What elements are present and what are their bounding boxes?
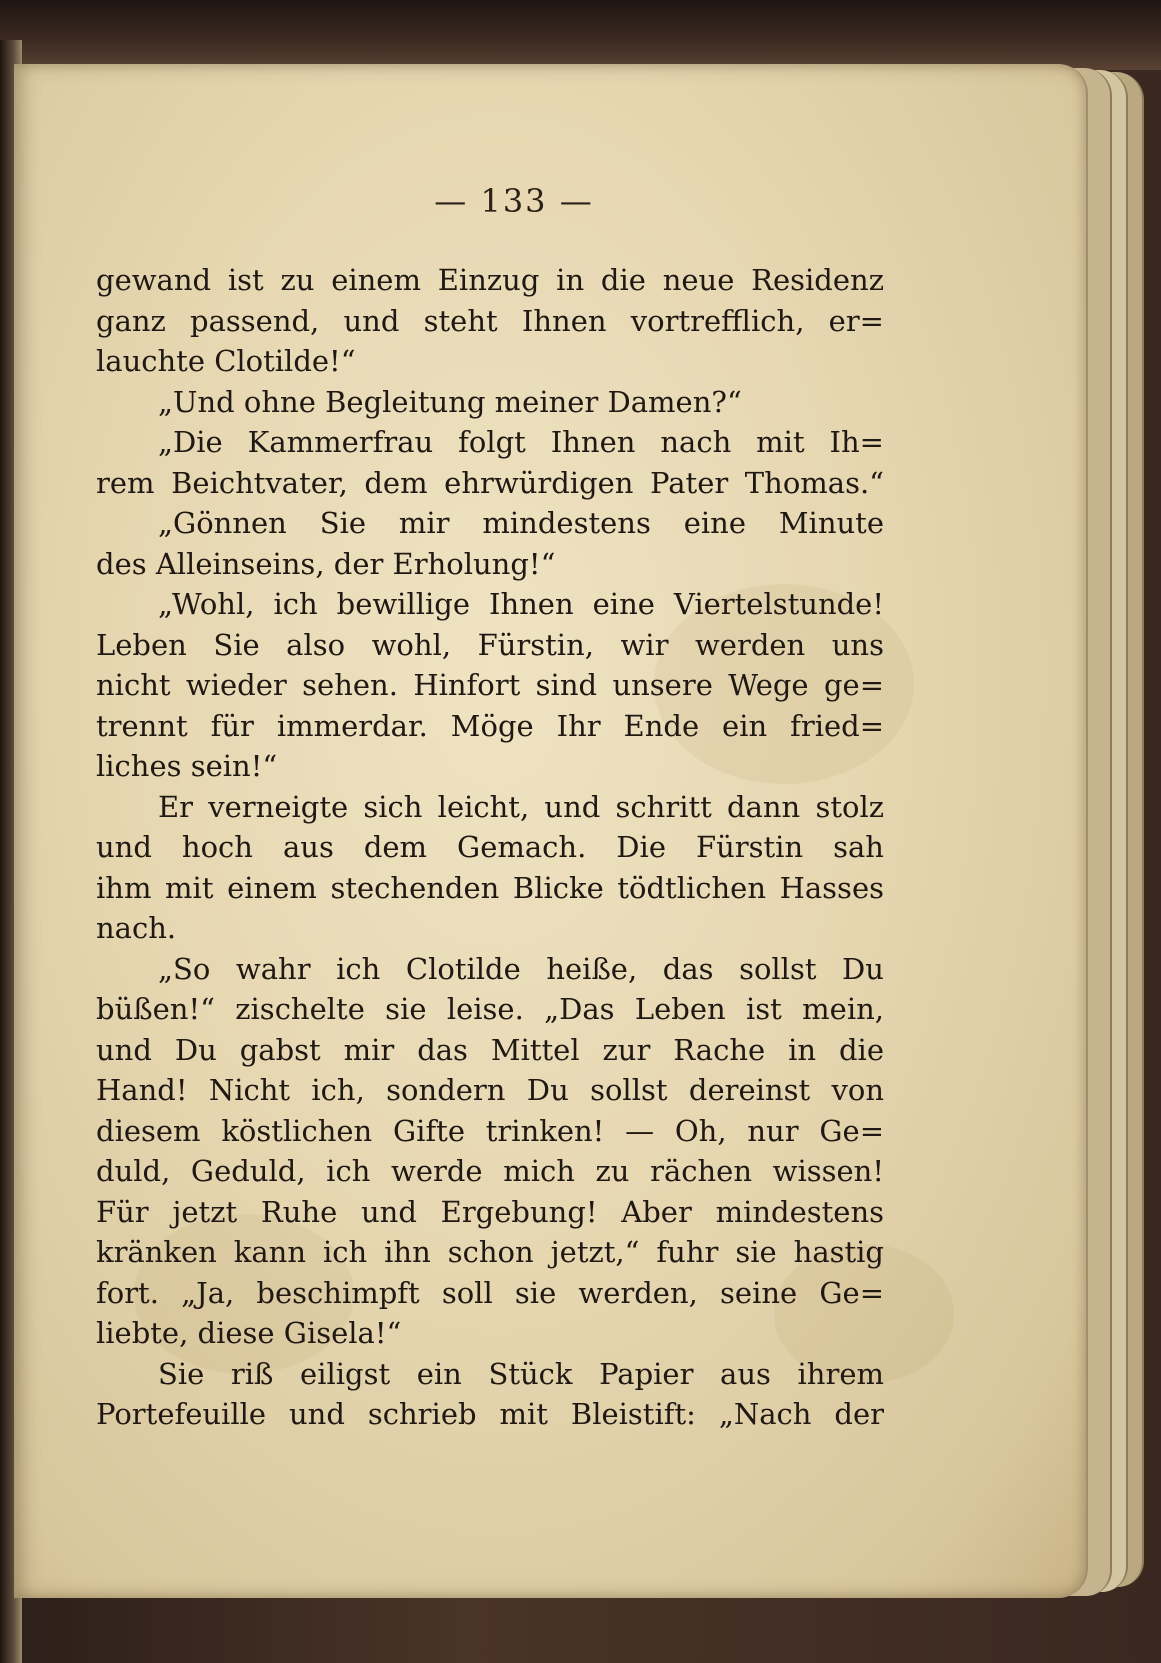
text-line: „Gönnen Sie mir mindestens eine Minute <box>158 506 884 540</box>
text-line: und hoch aus dem Gemach. Die Fürstin sah <box>96 830 884 864</box>
text-line: büßen!“ zischelte sie leise. „Das Leben ist mein, <box>96 992 884 1026</box>
text-line: liebte, diese Gisela!“ <box>96 1316 402 1350</box>
text-line: duld, Geduld, ich werde mich zu rächen wissen! <box>96 1154 884 1188</box>
body-text <box>96 260 884 1435</box>
text-line: „So wahr ich Clotilde heiße, das sollst Du <box>158 951 884 986</box>
page-number: — 133 — <box>434 182 594 220</box>
text-line: Portefeuille und schrieb mit Bleistift: „Nach der <box>96 1397 884 1431</box>
text-line: Er verneigte sich leicht, und schritt dann stolz <box>158 789 884 824</box>
text-line: „Die Kammerfrau folgt Ihnen nach mit Ih= <box>158 425 884 459</box>
text-line: diesem köstlichen Gifte trinken! — Oh, nur Ge= <box>96 1113 884 1148</box>
text-line: „Und ohne Begleitung meiner Damen?“ <box>158 384 742 419</box>
text-line: ihm mit einem stechenden Blicke tödtlichen Hasses <box>96 870 884 905</box>
text-line: Für jetzt Ruhe und Ergebung! Aber mindestens <box>96 1194 884 1229</box>
text-line: trennt für immerdar. Möge Ihr Ende ein fried= <box>96 708 884 743</box>
text-line: Hand! Nicht ich, sondern Du sollst dereinst von <box>96 1073 884 1107</box>
text-line: fort. „Ja, beschimpft soll sie werden, seine Ge= <box>96 1275 884 1310</box>
book-page <box>14 64 1088 1598</box>
book-cover-top <box>0 0 1161 70</box>
text-line: kränken kann ich ihn schon jetzt,“ fuhr sie hastig <box>96 1235 884 1269</box>
text-line: liches sein!“ <box>96 749 278 783</box>
text-line: ganz passend, und steht Ihnen vortrefflich, er= <box>96 303 884 338</box>
text-line: des Alleinseins, der Erholung!“ <box>96 546 556 581</box>
text-line: lauchte Clotilde!“ <box>96 344 356 378</box>
text-line: Sie riß eiligst ein Stück Papier aus ihrem <box>158 1356 884 1391</box>
text-line: nicht wieder sehen. Hinfort sind unsere Wege ge= <box>96 668 884 702</box>
text-line: „Wohl, ich bewillige Ihnen eine Viertelstunde! <box>158 587 884 621</box>
text-line: gewand ist zu einem Einzug in die neue Residenz <box>96 263 884 297</box>
text-line: nach. <box>96 911 177 945</box>
text-line: rem Beichtvater, dem ehrwürdigen Pater Thomas.“ <box>96 465 884 500</box>
text-line: und Du gabst mir das Mittel zur Rache in die <box>96 1032 884 1067</box>
text-line: Leben Sie also wohl, Fürstin, wir werden uns <box>96 627 884 662</box>
